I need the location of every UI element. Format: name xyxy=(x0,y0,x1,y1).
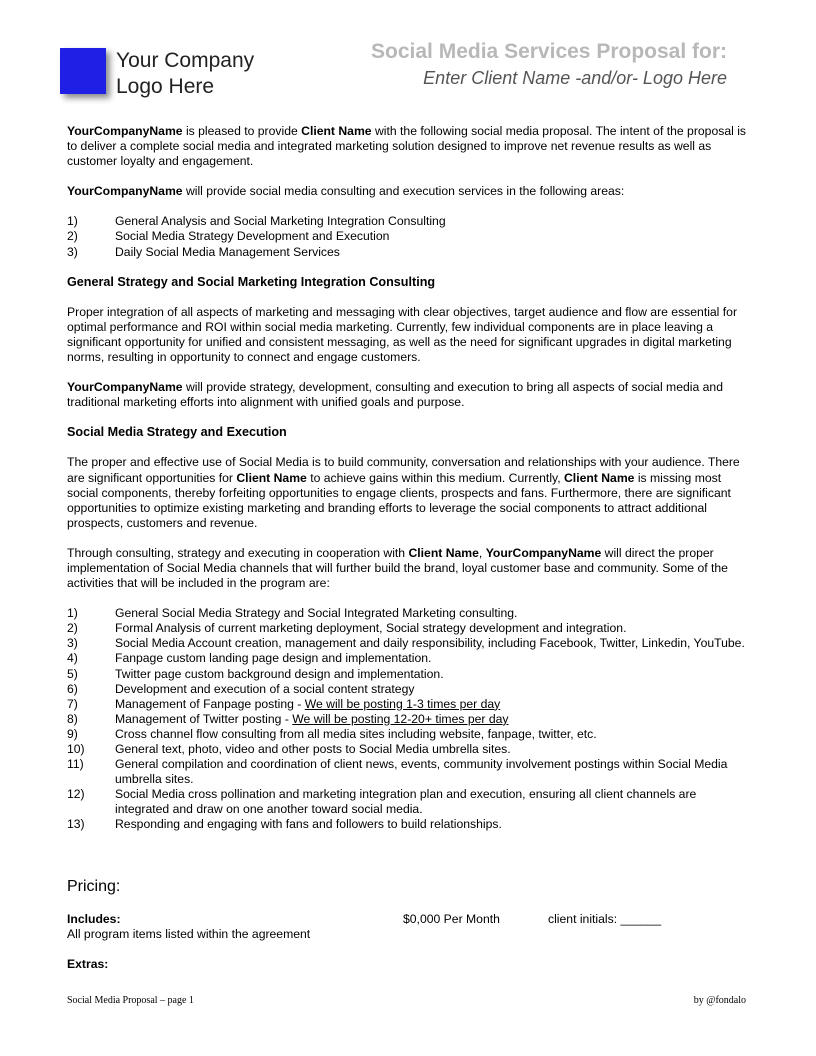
list-number: 10) xyxy=(67,742,85,756)
list-number: 6) xyxy=(67,681,78,696)
activity-item xyxy=(67,606,750,621)
list-number: 2) xyxy=(67,621,78,636)
list-text: Twitter page custom background design and implementation. xyxy=(115,666,444,681)
posting-frequency: We will be posting 1-3 times per day xyxy=(304,696,501,711)
activity-item xyxy=(67,787,750,817)
logo-placeholder-icon xyxy=(60,48,106,94)
section-heading-strategy-execution: Social Media Strategy and Execution xyxy=(67,425,287,440)
includes-label: Includes: xyxy=(67,912,121,926)
list-text: General Social Media Strategy and Social Integrated Marketing consulting. xyxy=(115,606,518,621)
section1-paragraph: Proper integration of all aspects of marketing and messaging with clear objectives, target audience and flow are essential for optimal performance and ROI within social media marketing. Currently, few individual components are in place leaving a significant opportunity for unified and consistent messaging, as well as the need for significant upgrades in digital marketing norms, resulting in opportunity to connect and engage customers. xyxy=(67,304,738,365)
service-area-item xyxy=(67,229,750,244)
list-number: 4) xyxy=(67,651,78,666)
activity-item xyxy=(67,682,750,697)
list-number: 1) xyxy=(67,214,78,229)
list-number: 9) xyxy=(67,726,78,741)
list-text: General Analysis and Social Marketing Integration Consulting xyxy=(115,214,446,229)
section2-paragraph-2: Through consulting, strategy and executing in cooperation with Client Name, YourCompanyName will direct the proper implementation of Social Media channels that will further build the brand, loyal customer base and community. Some of the activities that will be included in the program are: xyxy=(67,545,728,591)
list-number: 13) xyxy=(67,817,85,832)
activity-item xyxy=(67,742,750,757)
logo-text: Your Company Logo Here xyxy=(116,49,255,98)
list-text: Social Media Strategy Development and Execution xyxy=(115,229,390,244)
list-number: 5) xyxy=(67,666,78,681)
list-text: Fanpage custom landing page design and implementation. xyxy=(115,651,432,666)
list-text: Management of Fanpage posting - We will be posting 1-3 times per day xyxy=(115,696,501,711)
list-text: Responding and engaging with fans and followers to build relationships. xyxy=(115,817,502,832)
activity-item xyxy=(67,636,750,651)
activity-item xyxy=(67,712,750,727)
intro-paragraph: YourCompanyName is pleased to provide Client Name with the following social media proposal. The intent of the proposal is to deliver a complete social media and integrated marketing solution designed to improve net revenue results as well as customer loyalty and engagement. xyxy=(67,124,746,169)
list-text: Social Media cross pollination and marketing integration plan and execution, ensuring all client channels are integrated and draw on one another toward social media. xyxy=(115,787,697,817)
activity-item xyxy=(67,817,750,832)
list-text: Formal Analysis of current marketing deployment, Social strategy development and integration. xyxy=(115,621,627,636)
section2-paragraph: The proper and effective use of Social Media is to build community, conversation and relationships with your audience. There are significant opportunities for Client Name to achieve gains within this medium. Currently, Client Name is missing most social components, thereby forfeiting opportunities to engage clients, prospects and fans. Furthermore, there are significant opportunities to optimize existing marketing and branding efforts to leverage the social components to attract additional prospects, customers and revenue. xyxy=(67,455,740,530)
list-text: Cross channel flow consulting from all media sites including website, fanpage, twitter, etc. xyxy=(115,726,597,741)
pricing-includes xyxy=(67,912,750,942)
list-number: 12) xyxy=(67,787,85,802)
activity-item xyxy=(67,667,750,682)
section-heading-general-strategy: General Strategy and Social Marketing Integration Consulting xyxy=(67,274,436,289)
list-text: Daily Social Media Management Services xyxy=(115,244,340,259)
list-number: 3) xyxy=(67,244,78,259)
proposal-body xyxy=(67,124,750,833)
footer-page-label: Social Media Proposal – page 1 xyxy=(67,995,194,1006)
footer-author: by @fondalo xyxy=(693,995,746,1006)
service-area-item xyxy=(67,245,750,260)
list-text: Management of Twitter posting - We will be posting 12-20+ times per day xyxy=(115,711,509,726)
activity-item xyxy=(67,621,750,636)
proposal-title: Social Media Services Proposal for: xyxy=(371,40,727,63)
list-text: General compilation and coordination of client news, events, community involvement postings within Social Media umbrella sites. xyxy=(115,757,728,787)
list-number: 11) xyxy=(67,757,84,772)
service-area-item xyxy=(67,214,750,229)
extras-label: Extras: xyxy=(67,957,109,971)
price-value: $0,000 Per Month xyxy=(403,912,500,926)
list-number: 2) xyxy=(67,229,78,244)
includes-text: All program items listed within the agreement xyxy=(67,927,311,942)
activities-list xyxy=(67,606,750,832)
proposal-subtitle: Enter Client Name -and/or- Logo Here xyxy=(423,68,727,88)
pricing-heading: Pricing: xyxy=(67,878,121,895)
list-number: 3) xyxy=(67,636,78,651)
posting-frequency: We will be posting 12-20+ times per day xyxy=(292,711,509,726)
activity-item xyxy=(67,727,750,742)
list-number: 8) xyxy=(67,711,78,726)
list-number: 1) xyxy=(67,606,78,621)
activity-item xyxy=(67,697,750,712)
services-intro: YourCompanyName will provide social media consulting and execution services in the following areas: xyxy=(67,184,625,199)
client-initials-field: client initials: ______ xyxy=(548,912,662,926)
service-areas-list xyxy=(67,214,750,259)
activity-item xyxy=(67,757,750,787)
section1-paragraph-2: YourCompanyName will provide strategy, development, consulting and execution to bring all aspects of social media and traditional marketing efforts into alignment with unified goals and purpose. xyxy=(67,380,723,410)
list-number: 7) xyxy=(67,696,78,711)
list-text: Development and execution of a social content strategy xyxy=(115,681,415,696)
activity-item xyxy=(67,651,750,666)
list-text: Social Media Account creation, management and daily responsibility, including Facebook, Twitter, Linkedin, YouTube. xyxy=(115,636,745,651)
list-text: General text, photo, video and other posts to Social Media umbrella sites. xyxy=(115,742,511,756)
